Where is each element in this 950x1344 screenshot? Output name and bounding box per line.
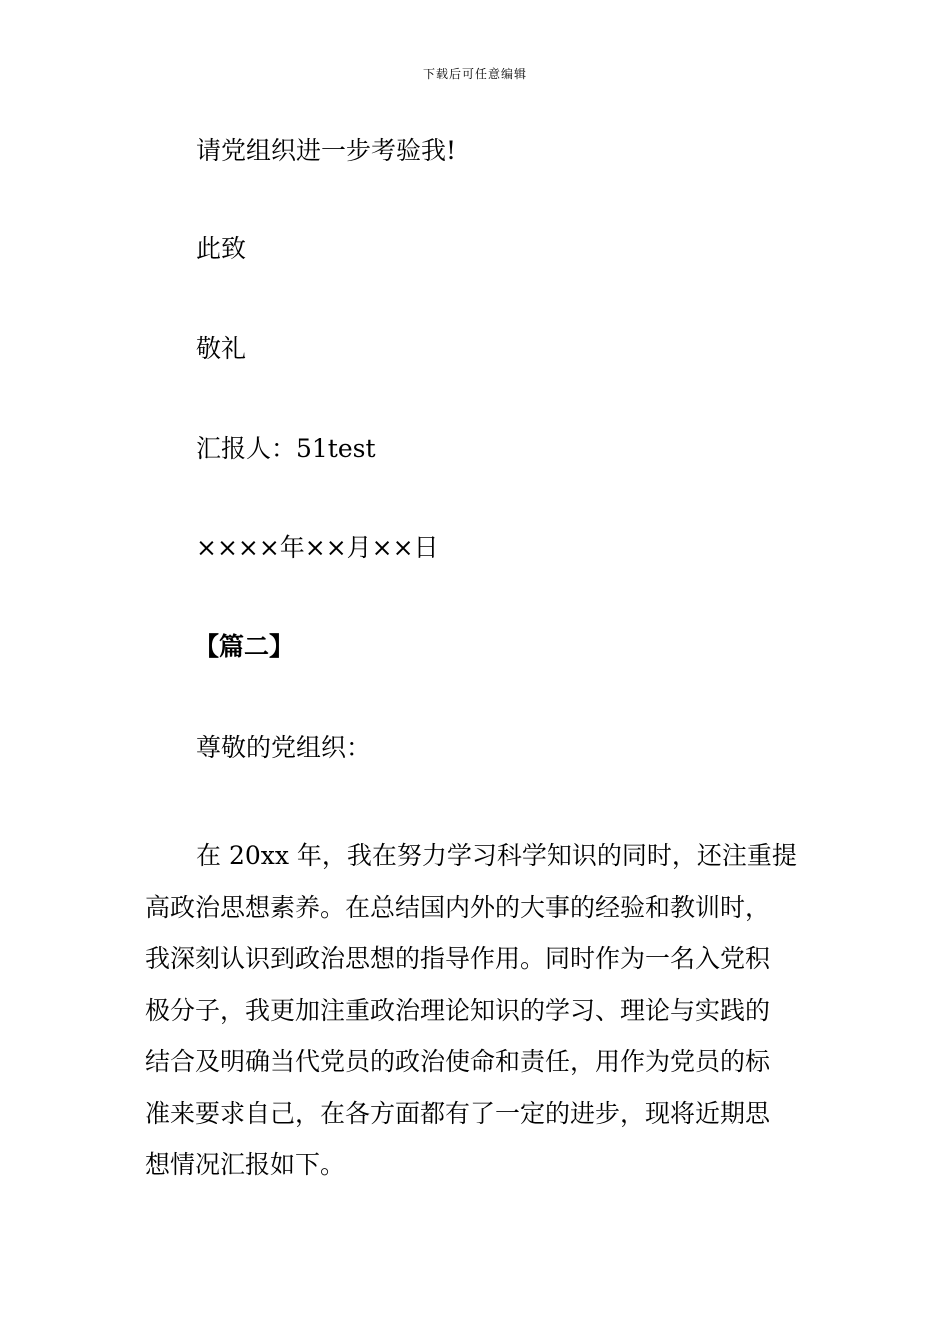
date-line: ××××年××月××日: [196, 533, 439, 562]
page-header-note: 下载后可任意编辑: [422, 67, 527, 81]
paragraph-line: 想情况汇报如下。: [145, 1150, 346, 1179]
paragraph-line: 在 20xx 年，我在努力学习科学知识的同时，还注重提: [196, 841, 797, 870]
paragraph-line: 准来要求自己，在各方面都有了一定的进步，现将近期思: [145, 1098, 771, 1128]
paragraph-line: 结合及明确当代党员的政治使命和责任，用作为党员的标: [145, 1047, 771, 1076]
reporter-line: 汇报人：51test: [196, 434, 376, 463]
salutation-cizhi: 此致: [196, 234, 247, 263]
salutation-jingli: 敬礼: [196, 334, 247, 363]
greeting-line: 尊敬的党组织：: [196, 733, 372, 762]
closing-line: 请党组织进一步考验我!: [196, 136, 457, 165]
paragraph-line: 极分子，我更加注重政治理论知识的学习、理论与实践的: [145, 995, 771, 1025]
paragraph-line: 高政治思想素养。在总结国内外的大事的经验和教训时，: [145, 892, 771, 922]
paragraph-line: 我深刻认识到政治思想的指导作用。同时作为一名入党积: [145, 944, 771, 973]
body-paragraph: [145, 830, 810, 1191]
section-heading: 【篇二】: [194, 632, 295, 661]
